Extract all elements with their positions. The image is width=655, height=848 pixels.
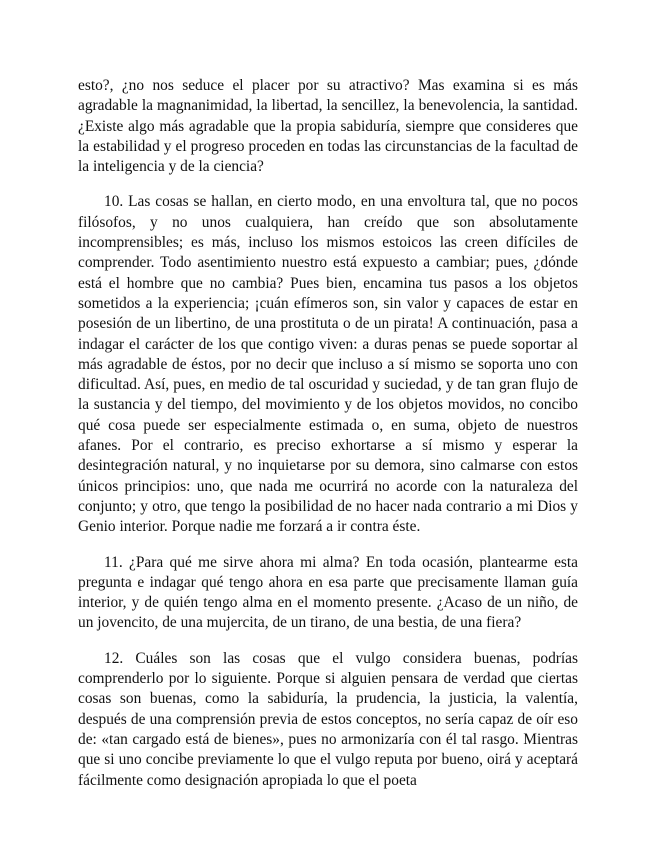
paragraph-10: 10. Las cosas se hallan, en cierto modo, en una envoltura tal, que no pocos filósofos, y no unos cualquiera, han creído que son absolutamente incomprensibles; es más, incluso los mismos estoicos las creen difíciles de comprender. Todo asentimiento nuestro está expuesto a cambiar; pues, ¿dónde está el hombre que no cambia? Pues bien, encamina tus pasos a los objetos sometidos a la experiencia; ¡cuán efímeros son, sin valor y capaces de estar en posesión de un libertino, de una prostituta o de un pirata! A continuación, pasa a indagar el carácter de los que contigo viven: a duras penas se puede soportar al más agradable de éstos, por no decir que incluso a sí mismo se soporta uno con dificultad. Así, pues, en medio de tal oscuridad y suciedad, y de tan gran flujo de la sustancia y del tiempo, del movimiento y de los objetos movidos, no concibo qué cosa puede ser especialmente estimada o, en suma, objeto de nuestros afanes. Por el contrario, es preciso exhortarse a sí mismo y esperar la desintegración natural, y no inquietarse por su demora, sino calmarse con estos únicos principios: uno, que nada me ocurrirá no acorde con la naturaleza del conjunto; y otro, que tengo la posibilidad de no hacer nada contrario a mi Dios y Genio interior. Porque nadie me forzará a ir contra éste. <box>78 193 578 536</box>
paragraph-12: 12. Cuáles son las cosas que el vulgo considera buenas, podrías comprenderlo por lo siguiente. Porque si alguien pensara de verdad que ciertas cosas son buenas, como la sabiduría, la prudencia, la justicia, la valentía, después de una comprensión previa de estos conceptos, no sería capaz de oír eso de: «tan cargado está de bienes», pues no armonizaría con él tal rasgo. Mientras que si uno concibe previamente lo que el vulgo reputa por bueno, oirá y aceptará fácilmente como designación apropiada lo que el poeta <box>78 649 578 789</box>
paragraph-continuation: esto?, ¿no nos seduce el placer por su atractivo? Mas examina si es más agradable la magnanimidad, la libertad, la sencillez, la benevolencia, la santidad. ¿Existe algo más agradable que la propia sabiduría, siempre que consideres que la estabilidad y el progreso proceden en todas las circunstancias de la facultad de la inteligencia y de la ciencia? <box>78 77 578 176</box>
paragraph-11: 11. ¿Para qué me sirve ahora mi alma? En toda ocasión, plantearme esta pregunta e indagar qué tengo ahora en esa parte que precisamente llaman guía interior, y de quién tengo alma en el momento presente. ¿Acaso de un niño, de un jovencito, de una mujercita, de un tirano, de una bestia, de una fiera? <box>78 553 578 632</box>
document-page <box>78 76 578 806</box>
